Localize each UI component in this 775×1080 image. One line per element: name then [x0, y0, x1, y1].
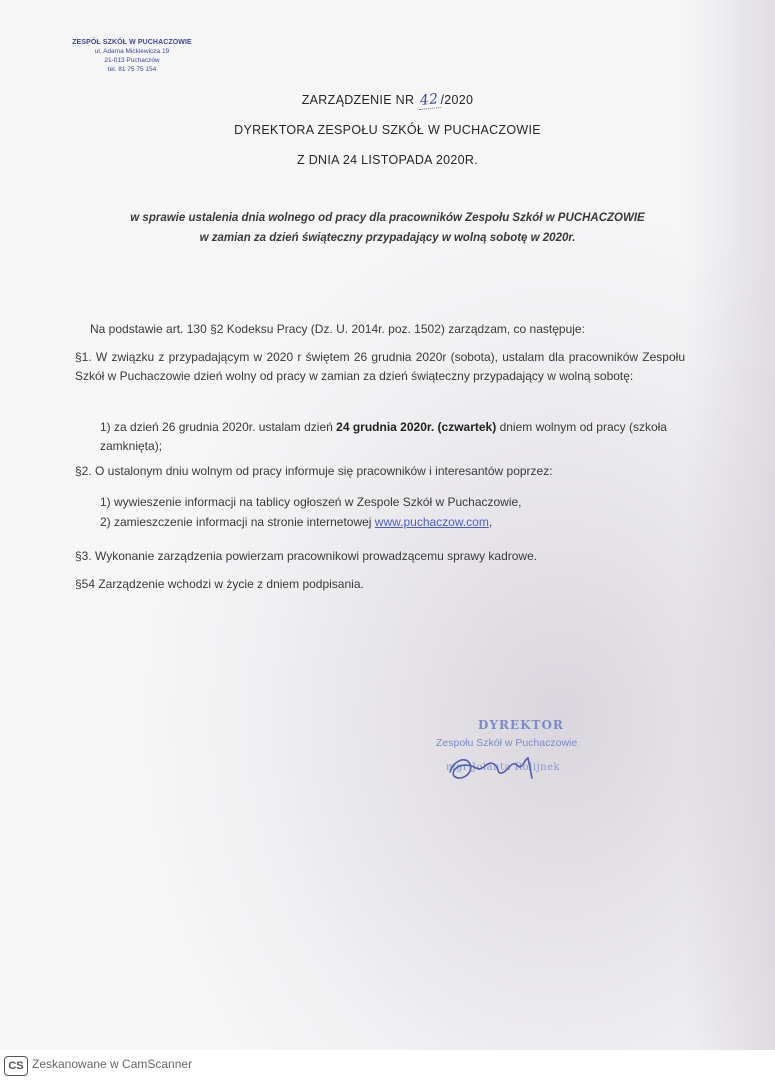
item-prefix: 1) za dzień 26 grudnia 2020r. ustalam dzień — [100, 420, 337, 434]
subject-line-2: w zamian za dzień świąteczny przypadający w wolną sobotę w 2020r. — [199, 232, 576, 244]
section-2-paragraph: §2. O ustalonym dniu wolnym od pracy informuje się pracowników i interesantów poprzez: — [75, 464, 553, 478]
section-2-item-1: 1) wywieszenie informacji na tablicy ogłoszeń w Zespole Szkół w Puchaczowie, — [100, 495, 522, 509]
section-1-paragraph: §1. W związku z przypadającym w 2020 r świętem 26 grudnia 2020r (sobota), ustalam dla pracowników Zespołu Szkół w Puchaczowie dzień wolny od pracy w zamian za dzień świąteczny przypadający w wolną sobotę: — [75, 350, 685, 383]
stamp-street: ul. Adama Mickiewicza 19 — [94, 48, 170, 55]
camscanner-watermark: Zeskanowane w CamScanner — [32, 1057, 193, 1071]
day-off-date: 24 grudnia 2020r. (czwartek) — [336, 420, 497, 434]
title-prefix: ZARZĄDZENIE NR — [301, 93, 419, 107]
title-suffix: /2020 — [440, 93, 474, 107]
stamp-director-title: DYREKTOR — [478, 718, 564, 732]
intro-paragraph: Na podstawie art. 130 §2 Kodeksu Pracy (Dz. U. 2014r. poz. 1502) zarządzam, co następuje: — [90, 322, 585, 336]
stamp-school-name: ZESPÓŁ SZKÓŁ W PUCHACZOWIE — [72, 39, 192, 46]
director-signature-stamp — [430, 718, 620, 792]
camscanner-logo: CS — [4, 1056, 28, 1076]
date-heading: Z DNIA 24 LISTOPADA 2020R. — [296, 153, 479, 167]
section-3-paragraph: §3. Wykonanie zarządzenia powierzam pracownikowi prowadzącemu sprawy kadrowe. — [75, 549, 538, 563]
item2-prefix: 2) zamieszczenie informacji na stronie internetowej — [100, 515, 375, 529]
item-suffix: dniem wolnym od pracy (szkoła zamknięta); — [100, 420, 667, 453]
subject-line-1: w sprawie ustalenia dnia wolnego od pracy dla pracowników Zespołu Szkół w PUCHACZOWIE — [130, 212, 645, 224]
stamp-director-name: mgr Jolanta Rolijnek — [446, 762, 561, 773]
school-header-stamp — [62, 38, 202, 74]
stamp-city: 21-013 Puchaczów — [104, 57, 160, 64]
issuer-heading: DYREKTORA ZESPOŁU SZKÓŁ W PUCHACZOWIE — [234, 123, 541, 137]
document-title — [0, 92, 775, 109]
section-2-item-2 — [100, 513, 660, 532]
stamp-phone: tel. 81 75 75 154 — [107, 66, 157, 73]
section-1-item — [100, 418, 690, 456]
handwritten-signature — [440, 730, 560, 790]
stamp-director-school: Zespołu Szkół w Puchaczowie — [436, 737, 578, 749]
handwritten-number: 42 — [417, 91, 441, 110]
section-4-paragraph: §54 Zarządzenie wchodzi w życie z dniem podpisania. — [75, 577, 364, 591]
item2-suffix: , — [488, 515, 493, 529]
website-link[interactable]: www.puchaczow.com — [374, 515, 489, 529]
